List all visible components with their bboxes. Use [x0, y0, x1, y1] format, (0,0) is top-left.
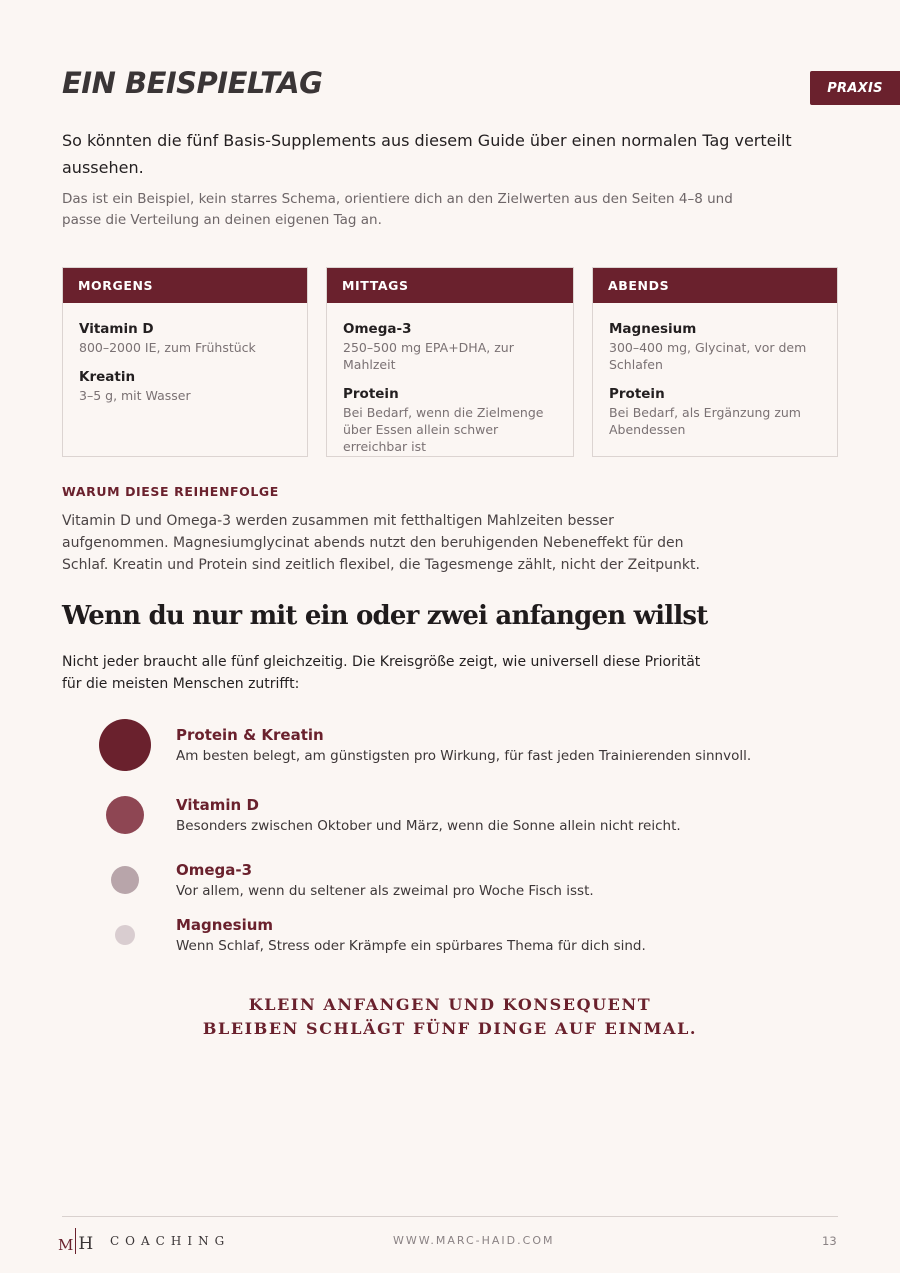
card-header: MITTAGS	[327, 268, 573, 303]
website-link[interactable]: WWW.MARC-HAID.COM	[393, 1234, 555, 1247]
item-desc: 800–2000 IE, zum Frühstück	[79, 340, 256, 355]
order-heading: WARUM DIESE REIHENFOLGE	[62, 484, 279, 499]
priority-name: Vitamin D	[176, 796, 259, 814]
closing-quote	[0, 993, 900, 1041]
priority-desc: Wenn Schlaf, Stress oder Krämpfe ein spürbares Thema für dich sind.	[176, 938, 646, 954]
section-badge: PRAXIS	[810, 71, 900, 105]
item-desc: 300–400 mg, Glycinat, vor dem Schlafen	[609, 340, 807, 372]
quote-line: BLEIBEN SCHLÄGT FÜNF DINGE AUF EINMAL.	[202, 1019, 698, 1038]
schedule-item	[343, 385, 558, 455]
item-name: Vitamin D	[79, 321, 154, 337]
schedule-item	[79, 368, 292, 404]
schedule-item	[609, 320, 822, 373]
logo-letter-h: H	[78, 1234, 94, 1254]
item-desc: 250–500 mg EPA+DHA, zur Mahlzeit	[343, 340, 514, 372]
priority-name: Magnesium	[176, 916, 274, 934]
priority-circle	[111, 866, 139, 894]
page-number: 13	[822, 1234, 837, 1248]
order-text: Vitamin D und Omega-3 werden zusammen mit fetthaltigen Mahlzeiten besser aufgenommen. Magnesiumglycinat abends nutzt den beruhigenden Nebeneffekt für den Schlaf. Kreatin und Protein sind zeitlich flexibel, die Tagesmenge zählt, nicht der Zeitpunkt.	[62, 513, 700, 573]
quote-line: KLEIN ANFANGEN UND KONSEQUENT	[248, 995, 652, 1014]
schedule-item	[609, 385, 822, 438]
priority-desc: Vor allem, wenn du seltener als zweimal pro Woche Fisch isst.	[176, 883, 594, 899]
priority-name: Protein & Kreatin	[176, 726, 324, 744]
priority-desc: Am besten belegt, am günstigsten pro Wirkung, für fast jeden Trainierenden sinnvoll.	[176, 748, 752, 764]
item-name: Magnesium	[609, 321, 697, 337]
priority-desc: Besonders zwischen Oktober und März, wenn die Sonne allein nicht reicht.	[176, 818, 681, 834]
section-text: Nicht jeder braucht alle fünf gleichzeitig. Die Kreisgröße zeigt, wie universell diese Priorität für die meisten Menschen zutrifft:	[62, 654, 701, 692]
schedule-card-evening	[592, 267, 838, 457]
schedule-item	[343, 320, 558, 373]
section-heading: Wenn du nur mit ein oder zwei anfangen willst	[62, 601, 708, 631]
item-desc: 3–5 g, mit Wasser	[79, 388, 191, 403]
priority-name: Omega-3	[176, 861, 253, 879]
brand-wordmark: COACHING	[110, 1234, 231, 1248]
schedule-card-noon	[326, 267, 574, 457]
item-name: Kreatin	[79, 369, 136, 385]
schedule-card-morning	[62, 267, 308, 457]
item-name: Protein	[609, 386, 665, 402]
item-desc: Bei Bedarf, als Ergänzung zum Abendessen	[609, 405, 801, 437]
priority-circle	[115, 925, 135, 945]
item-desc: Bei Bedarf, wenn die Zielmenge über Essen allein schwer erreichbar ist	[343, 405, 544, 454]
brand-logo	[58, 1228, 93, 1254]
footer-divider	[62, 1216, 838, 1217]
logo-letter-m: M	[58, 1236, 74, 1254]
lead-text: So könnten die fünf Basis-Supplements aus diesem Guide über einen normalen Tag verteilt aussehen.	[62, 131, 792, 177]
card-header: ABENDS	[593, 268, 837, 303]
page-title: EIN BEISPIELTAG	[62, 66, 323, 100]
schedule-item	[79, 320, 292, 356]
logo-divider	[75, 1228, 76, 1254]
card-header: MORGENS	[63, 268, 307, 303]
intro-text: Das ist ein Beispiel, kein starres Schema, orientiere dich an den Zielwerten aus den Seiten 4–8 und passe die Verteilung an deinen eigenen Tag an.	[62, 191, 733, 228]
item-name: Omega-3	[343, 321, 412, 337]
priority-circle	[106, 796, 144, 834]
priority-circle	[99, 719, 151, 771]
item-name: Protein	[343, 386, 399, 402]
